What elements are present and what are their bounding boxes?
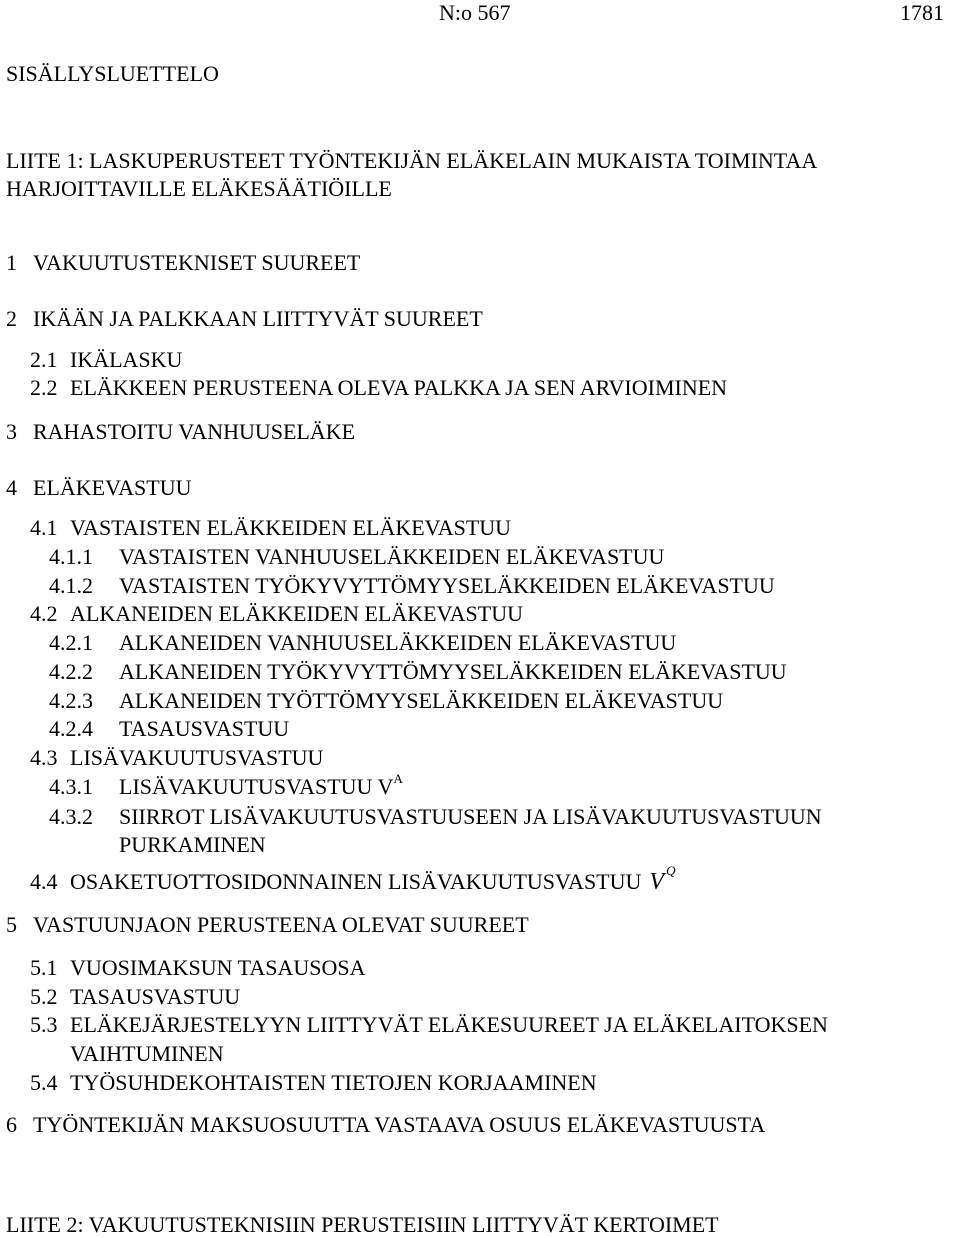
toc-entry-number: 4.1.1: [49, 544, 93, 569]
toc-entry[interactable]: [6, 1112, 765, 1138]
toc-entry-continuation: PURKAMINEN: [119, 832, 266, 857]
superscript-a: A: [393, 771, 403, 786]
toc-entry[interactable]: [6, 306, 483, 332]
toc-entry-text: ELÄKEJÄRJESTELYYN LIITTYVÄT ELÄKESUUREET JA ELÄKELAITOKSEN: [70, 1012, 828, 1037]
toc-entry-text: TYÖSUHDEKOHTAISTEN TIETOJEN KORJAAMINEN: [70, 1070, 597, 1095]
toc-entry-number: 4.1.2: [49, 573, 93, 598]
toc-entry[interactable]: [30, 1070, 597, 1096]
toc-entry[interactable]: [49, 573, 775, 599]
toc-entry-number: 1: [6, 250, 17, 275]
toc-entry-number: 4.2.3: [49, 688, 93, 713]
toc-entry-number: 4.2.2: [49, 659, 93, 684]
toc-entry-text: OSAKETUOTTOSIDONNAINEN LISÄVAKUUTUSVASTUU: [70, 869, 642, 894]
toc-entry-text: LISÄVAKUUTUSVASTUU: [70, 745, 324, 770]
toc-entry-number: 5: [6, 912, 17, 937]
toc-entry-text: IKÄLASKU: [70, 347, 183, 372]
toc-entry[interactable]: [30, 955, 366, 981]
toc-entry[interactable]: [30, 347, 182, 373]
toc-entry-text: ALKANEIDEN VANHUUSELÄKKEIDEN ELÄKEVASTUU: [119, 630, 677, 655]
toc-entry[interactable]: [49, 630, 676, 656]
toc-entry[interactable]: [49, 804, 822, 830]
toc-entry-text: IKÄÄN JA PALKKAAN LIITTYVÄT SUUREET: [33, 306, 483, 331]
toc-entry[interactable]: [6, 250, 360, 276]
toc-entry-text: TASAUSVASTUU: [70, 984, 241, 1009]
toc-entry[interactable]: [30, 863, 676, 898]
superscript-q: Q: [666, 863, 676, 878]
toc-entry[interactable]: [6, 912, 529, 938]
toc-entry-text: ALKANEIDEN TYÖKYVYTTÖMYYSELÄKKEIDEN ELÄKEVASTUU: [119, 659, 787, 684]
toc-entry-number: 5.4: [30, 1070, 58, 1095]
toc-entry-number: 6: [6, 1112, 17, 1137]
toc-entry[interactable]: [30, 984, 240, 1010]
toc-title: SISÄLLYSLUETTELO: [6, 61, 219, 86]
toc-entry-number: 2: [6, 306, 17, 331]
toc-entry-continuation: VAIHTUMINEN: [70, 1041, 224, 1066]
toc-entry-text: ELÄKKEEN PERUSTEENA OLEVA PALKKA JA SEN ARVIOIMINEN: [70, 375, 728, 400]
toc-entry-number: 4.2.4: [49, 716, 93, 741]
toc-entry-text: VASTAISTEN ELÄKKEIDEN ELÄKEVASTUU: [70, 515, 512, 540]
toc-entry-number: 4.2.1: [49, 630, 93, 655]
toc-entry-number: 4.3.1: [49, 774, 93, 799]
document-number: N:o 567: [439, 0, 511, 25]
toc-entry-text: VUOSIMAKSUN TASAUSOSA: [70, 955, 366, 980]
toc-entry[interactable]: [30, 745, 323, 771]
toc-entry-text: SIIRROT LISÄVAKUUTUSVASTUUSEEN JA LISÄVAKUUTUSVASTUUN: [119, 804, 822, 829]
toc-entry-number: 3: [6, 419, 17, 444]
appendix-2-title: LIITE 2: VAKUUTUSTEKNISIIN PERUSTEISIIN LIITTYVÄT KERTOIMET: [6, 1212, 719, 1237]
toc-entry-text: VASTAISTEN TYÖKYVYTTÖMYYSELÄKKEIDEN ELÄKEVASTUU: [119, 573, 775, 598]
toc-entry[interactable]: [30, 375, 727, 401]
toc-entry-number: 2.1: [30, 347, 58, 372]
toc-entry[interactable]: [49, 544, 664, 570]
toc-entry-text: RAHASTOITU VANHUUSELÄKE: [33, 419, 356, 444]
appendix-1-title-line-1: LIITE 1: LASKUPERUSTEET TYÖNTEKIJÄN ELÄKELAIN MUKAISTA TOIMINTAA: [6, 148, 818, 173]
toc-entry[interactable]: [49, 716, 289, 742]
toc-entry[interactable]: [49, 659, 787, 685]
toc-entry-text: LISÄVAKUUTUSVASTUU V: [119, 774, 394, 799]
toc-entry-text: ELÄKEVASTUU: [33, 475, 192, 500]
toc-entry-number: 5.1: [30, 955, 58, 980]
toc-entry[interactable]: [30, 515, 511, 541]
toc-entry[interactable]: [6, 475, 191, 501]
page-number: 1781: [900, 0, 944, 25]
toc-entry-text: VASTAISTEN VANHUUSELÄKKEIDEN ELÄKEVASTUU: [119, 544, 665, 569]
toc-entry-number: 4.3.2: [49, 804, 93, 829]
toc-entry[interactable]: [6, 419, 355, 445]
toc-entry-text: VAKUUTUSTEKNISET SUUREET: [33, 250, 361, 275]
toc-entry-text: TYÖNTEKIJÄN MAKSUOSUUTTA VASTAAVA OSUUS ELÄKEVASTUUSTA: [33, 1112, 766, 1137]
toc-entry[interactable]: [49, 688, 723, 714]
toc-entry-number: 4.1: [30, 515, 58, 540]
toc-entry-text: VASTUUNJAON PERUSTEENA OLEVAT SUUREET: [33, 912, 529, 937]
toc-entry-text: ALKANEIDEN TYÖTTÖMYYSELÄKKEIDEN ELÄKEVASTUU: [119, 688, 724, 713]
toc-entry[interactable]: [30, 601, 523, 627]
toc-entry[interactable]: [49, 771, 403, 803]
appendix-1-title-line-2: HARJOITTAVILLE ELÄKESÄÄTIÖILLE: [6, 176, 392, 201]
toc-entry-text: TASAUSVASTUU: [119, 716, 290, 741]
toc-entry-number: 2.2: [30, 375, 58, 400]
toc-entry-number: 4: [6, 475, 17, 500]
toc-entry-number: 4.4: [30, 869, 58, 894]
toc-entry[interactable]: [30, 1012, 828, 1038]
variable-v: V: [649, 869, 665, 895]
toc-entry-number: 4.2: [30, 601, 58, 626]
toc-entry-text: ALKANEIDEN ELÄKKEIDEN ELÄKEVASTUU: [70, 601, 523, 626]
toc-entry-number: 5.3: [30, 1012, 58, 1037]
toc-entry-number: 5.2: [30, 984, 58, 1009]
toc-entry-number: 4.3: [30, 745, 58, 770]
